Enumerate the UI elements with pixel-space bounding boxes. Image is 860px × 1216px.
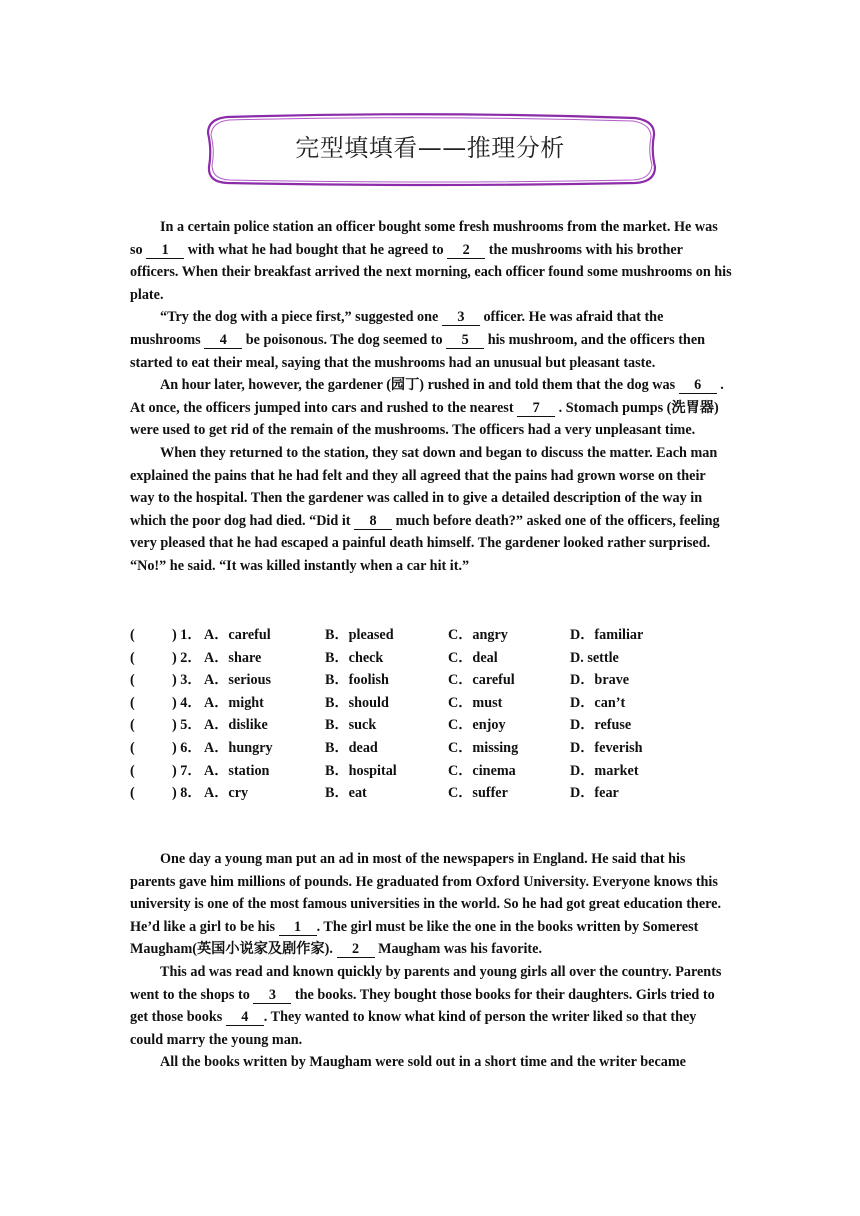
option-d: D．market [570, 762, 639, 779]
blank-2: 2 [447, 242, 485, 259]
blank-3: 3 [442, 309, 480, 326]
option-d: D．can’t [570, 694, 626, 711]
blank-2: 2 [337, 941, 375, 958]
blank-1: 1 [279, 919, 317, 936]
blank-4: 4 [204, 332, 242, 349]
paragraph: An hour later, however, the gardener (园丁) rushed in and told them that the dog was 6 . At once, the officers jumped into cars and rushed to the nearest 7 . Stomach pumps (洗胃器) were used to get rid of the remain of the mushrooms. The officers had a very unpleasant time. [130, 377, 724, 439]
option-b: B．eat [325, 785, 367, 802]
option-c: C．careful [448, 672, 515, 689]
question-row: ( ) 5． A．dislike B．suck C．enjoy D．refuse [130, 714, 730, 737]
option-b: B．suck [325, 717, 377, 734]
option-b: B．should [325, 694, 389, 711]
page-title: 完型填填看——推理分析 [295, 134, 565, 162]
option-a: A．careful [204, 627, 271, 643]
passage-one [130, 216, 732, 578]
option-a: A．dislike [204, 717, 268, 734]
blank-5: 5 [446, 332, 484, 349]
paragraph: In a certain police station an officer bought some fresh mushrooms from the market. He was so 1 with what he had bought that he agreed to 2 the mushrooms with his brother officers. When their breakfast arrived the next morning, each officer found some mushrooms on his plate. [130, 219, 732, 303]
blank-3: 3 [253, 987, 291, 1004]
question-row: ( ) 2． A．share B．check C．deal D. settle [130, 647, 730, 670]
blank-8: 8 [354, 513, 392, 530]
option-c: C．suffer [448, 785, 508, 802]
option-b: B．foolish [325, 672, 389, 689]
question-row: ( ) 1． A．careful B．pleased C．angry D．familiar [130, 624, 730, 647]
blank-6: 6 [679, 377, 717, 394]
option-c: C．missing [448, 739, 519, 756]
option-d: D．fear [570, 785, 619, 802]
option-c: C．enjoy [448, 717, 506, 734]
option-b: B．check [325, 649, 384, 666]
paragraph: When they returned to the station, they sat down and began to discuss the matter. Each man explained the pains that he had felt and they all agreed that the pains had grown worse on their way to the hospital. Then the gardener was called in to give a detailed description of the way in which the poor dog had died. “Did it 8 much before death?” asked one of the officers, feeling very pleased that he had escaped a painful death himself. The gardener looked rather surprised. “No!” he said. “It was killed instantly when a car hit it.” [130, 444, 720, 574]
option-a: A．might [204, 694, 264, 711]
question-row: ( ) 8． A．cry B．eat C．suffer D．fear [130, 782, 730, 805]
blank-7: 7 [517, 400, 555, 417]
option-b: B．hospital [325, 762, 397, 779]
option-a: A．hungry [204, 739, 273, 756]
option-d: D．feverish [570, 739, 643, 756]
option-a: A．station [204, 762, 270, 779]
question-row: ( ) 4． A．might B．should C．must D．can’t [130, 692, 730, 715]
option-d: D．familiar [570, 627, 644, 643]
passage-two [130, 848, 732, 1074]
question-row: ( ) 7． A．station B．hospital C．cinema D．market [130, 760, 730, 783]
option-c: C．deal [448, 649, 498, 666]
paragraph: All the books written by Maugham were sold out in a short time and the writer became [160, 1054, 686, 1071]
option-a: A．cry [204, 785, 249, 802]
blank-1: 1 [146, 242, 184, 259]
option-d: D. settle [570, 649, 619, 666]
paragraph: One day a young man put an ad in most of the newspapers in England. He said that his parents gave him millions of pounds. He graduated from Oxford University. Everyone knows this university is one of the most famous universities in the world. So he had got great education there. He’d like a girl to be his 1 . The girl must be like the one in the books written by Somerest Maugham(英国小说家及剧作家). 2 Maugham was his favorite. [130, 851, 722, 958]
option-d: D．brave [570, 672, 630, 689]
paragraph: This ad was read and known quickly by parents and young girls all over the country. Parents went to the shops to 3 the books. They bought those books for their daughters. Girls tried to get those books 4 . They wanted to know what kind of person the writer liked so that they could marry the young man. [130, 963, 722, 1048]
question-list [130, 624, 730, 805]
paragraph: “Try the dog with a piece first,” suggested one 3 officer. He was afraid that the mushrooms 4 be poisonous. The dog seemed to 5 his mushroom, and the officers then started to eat their meal, saying that the mushrooms had an unusual but pleasant taste. [130, 309, 706, 371]
option-c: C．angry [448, 627, 508, 643]
question-row: ( ) 3． A．serious B．foolish C．careful D．brave [130, 669, 730, 692]
option-c: C．must [448, 694, 503, 711]
option-d: D．refuse [570, 717, 632, 734]
option-a: A．share [204, 649, 262, 666]
blank-4: 4 [226, 1009, 264, 1026]
option-c: C．cinema [448, 762, 516, 779]
option-a: A．serious [204, 672, 271, 689]
option-b: B．pleased [325, 627, 394, 643]
question-row: ( ) 6． A．hungry B．dead C．missing D．feverish [130, 737, 730, 760]
option-b: B．dead [325, 739, 378, 756]
